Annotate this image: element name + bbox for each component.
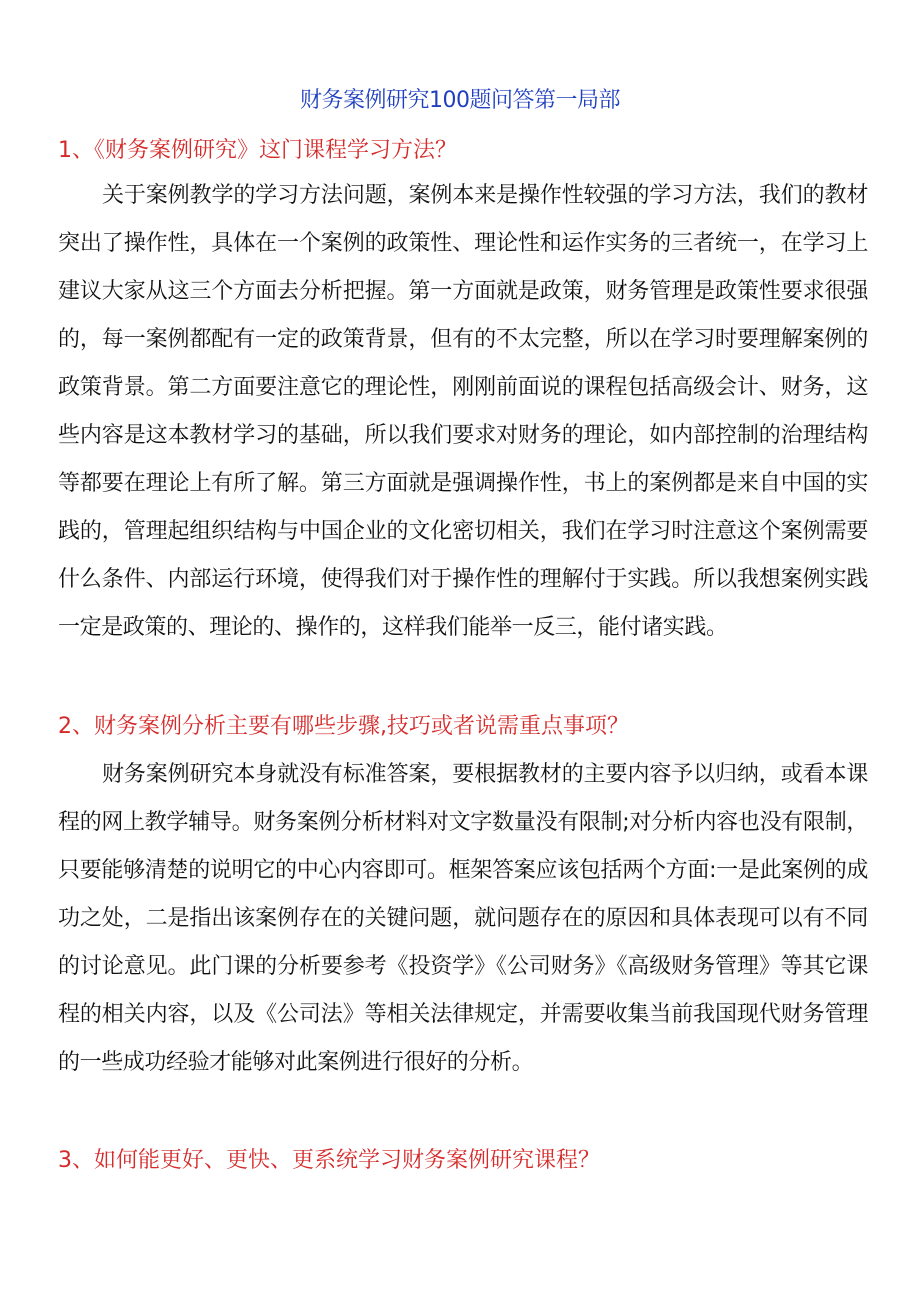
page-title: 财务案例研究100题问答第一局部	[300, 88, 620, 113]
question-heading-1: 1、《财务案例研究》这门课程学习方法？	[58, 138, 457, 163]
question-heading-3: 3、如何能更好、更快、更系统学习财务案例研究课程？	[58, 1148, 600, 1173]
answer-paragraph-1: 关于案例教学的学习方法问题，案例本来是操作性较强的学习方法，我们的教材突出了操作性，具体在一个案例的政策性、理论性和运作实务的三者统一，在学习上建议大家从这三个方面去分析把握。第一方面就是政策，财务管理是政策性要求很强的，每一案例都配有一定的政策背景，但有的不太完整，所以在学习时要理解案例的政策背景。第二方面要注意它的理论性，刚刚前面说的课程包括高级会计、财务，这些内容是这本教材学习的基础，所以我们要求对财务的理论，如内部控制的治理结构等都要在理论上有所了解。第三方面就是强调操作性，书上的案例都是来自中国的实践的，管理起组织结构与中国企业的文化密切相关，我们在学习时注意这个案例需要什么条件、内部运行环境，使得我们对于操作性的理解付于实践。所以我想案例实践一定是政策的、理论的、操作的，这样我们能举一反三，能付诸实践。	[58, 183, 868, 640]
answer-paragraph-2: 财务案例研究本身就没有标准答案，要根据教材的主要内容予以归纳，或看本课程的网上教学辅导。财务案例分析材料对文字数量没有限制;对分析内容也没有限制，只要能够清楚的说明它的中心内容即可。框架答案应该包括两个方面:一是此案例的成功之处，二是指出该案例存在的关键问题，就问题存在的原因和具体表现可以有不同的讨论意见。此门课的分析要参考《投资学》《公司财务》《高级财务管理》等其它课程的相关内容，以及《公司法》等相关法律规定，并需要收集当前我国现代财务管理的一些成功经验才能够对此案例进行很好的分析。	[58, 762, 868, 1075]
question-heading-2: 2、财务案例分析主要有哪些步骤,技巧或者说需重点事项？	[58, 714, 629, 739]
